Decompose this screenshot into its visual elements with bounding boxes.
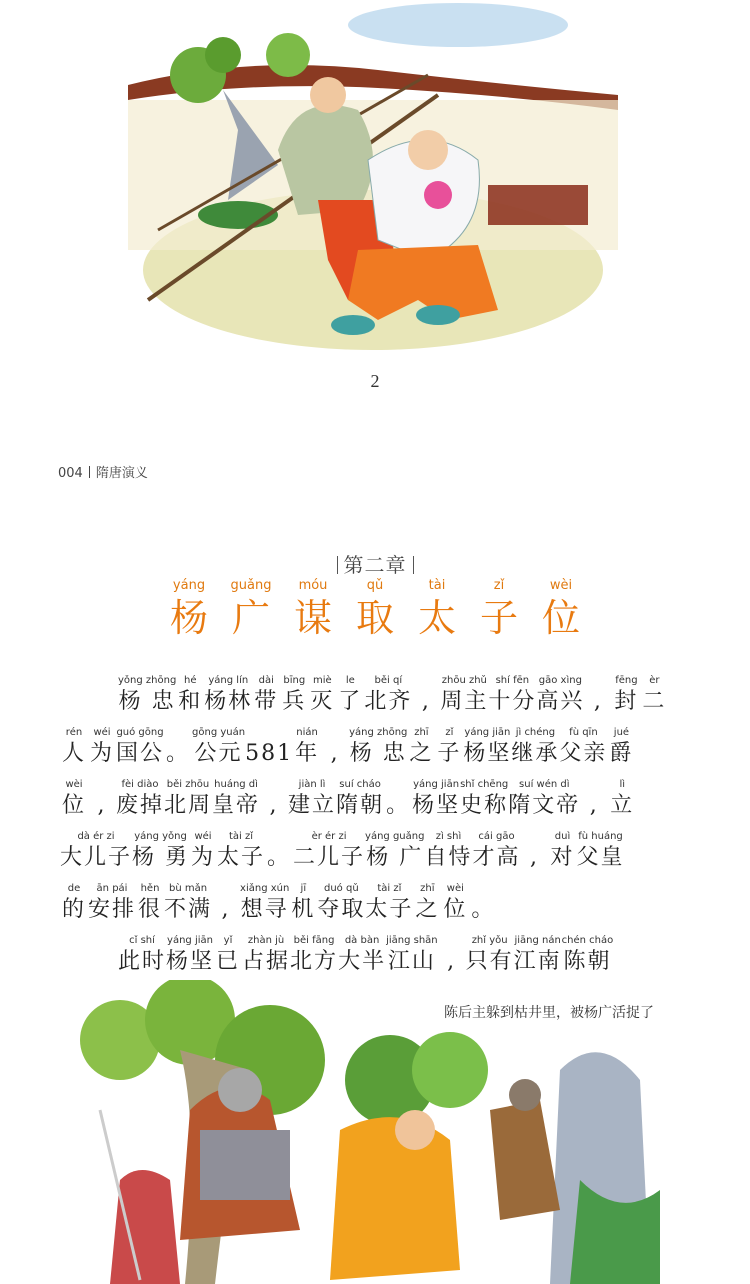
chapter-title	[0, 578, 750, 640]
text-line	[60, 820, 700, 872]
title-pinyin: qǔ	[366, 578, 384, 593]
pinyin: rén	[65, 727, 83, 738]
hanzi: 。	[267, 845, 292, 870]
hanzi: 对	[550, 845, 575, 870]
title-char	[286, 578, 340, 640]
hanzi: 杨坚	[166, 949, 215, 974]
ruby-word	[559, 726, 607, 768]
hanzi: 夺取	[317, 897, 366, 922]
pinyin: tài zǐ	[229, 831, 254, 842]
hanzi: ,	[593, 689, 603, 714]
hanzi: ,	[421, 689, 431, 714]
ruby-word	[413, 882, 441, 924]
hanzi: ,	[447, 949, 457, 974]
pinyin: dà bàn	[344, 935, 380, 946]
ruby-word	[514, 934, 562, 976]
hanzi: 周主	[440, 689, 489, 714]
ruby-word	[289, 882, 317, 924]
hanzi: 公元	[194, 741, 243, 766]
hanzi: 。	[386, 793, 411, 818]
ruby-word	[260, 778, 288, 820]
title-hanzi: 谋	[293, 596, 332, 640]
title-char	[472, 578, 526, 640]
title-char	[224, 578, 278, 640]
pinyin: wéi	[194, 831, 212, 842]
hanzi: 杨 忠	[349, 741, 407, 766]
title-pinyin: tài	[428, 578, 446, 593]
pinyin: dà ér zi	[77, 831, 115, 842]
hanzi: 之	[415, 897, 440, 922]
hanzi: 为	[89, 741, 114, 766]
ruby-word	[60, 726, 88, 768]
title-hanzi: 位	[541, 596, 580, 640]
ruby-word	[488, 674, 536, 716]
ruby-word	[240, 882, 289, 924]
running-head-book: 隋唐演义	[95, 466, 148, 481]
hanzi: 不满	[164, 897, 213, 922]
hanzi: 想寻	[240, 897, 289, 922]
pinyin: zhī	[414, 727, 429, 738]
hanzi: 和	[178, 689, 203, 714]
hanzi: ,	[589, 793, 599, 818]
title-char	[534, 578, 588, 640]
ruby-word	[521, 830, 549, 872]
hanzi: 二儿子	[293, 845, 366, 870]
text-line	[60, 716, 700, 768]
pinyin: zhī	[420, 883, 435, 894]
running-head-page: 004	[58, 466, 83, 481]
ruby-word	[217, 830, 265, 872]
ruby-word	[336, 674, 364, 716]
hanzi: ,	[330, 741, 340, 766]
ruby-word	[511, 726, 559, 768]
ruby-word	[164, 726, 192, 768]
ruby-word	[577, 830, 625, 872]
hanzi: ,	[221, 897, 231, 922]
ruby-word	[608, 778, 636, 820]
ruby-word	[365, 830, 424, 872]
hanzi: 安排	[88, 897, 137, 922]
pinyin: fèi diào	[121, 779, 159, 790]
pinyin: yáng jiān	[167, 935, 213, 946]
title-hanzi: 太	[417, 596, 456, 640]
illustration-capture	[60, 980, 690, 1284]
ruby-word	[336, 778, 384, 820]
pinyin: guó gōng	[116, 727, 164, 738]
ruby-word	[612, 674, 640, 716]
title-hanzi: 取	[355, 596, 394, 640]
hanzi: 的	[61, 897, 86, 922]
hanzi: 为	[191, 845, 216, 870]
pinyin: jiāng shān	[386, 935, 438, 946]
ruby-word	[288, 778, 336, 820]
text-line	[60, 924, 700, 976]
title-char	[348, 578, 402, 640]
ruby-word	[584, 674, 612, 716]
hanzi: 爵	[609, 741, 634, 766]
pinyin: jiāng nán	[514, 935, 561, 946]
ruby-word	[116, 726, 164, 768]
chapter-text: 第二章	[343, 553, 407, 577]
pinyin: miè	[312, 675, 332, 686]
title-pinyin: guǎng	[230, 578, 272, 593]
ruby-word	[364, 674, 412, 716]
text-line	[60, 768, 700, 820]
hanzi: 机	[291, 897, 316, 922]
pinyin: běi qí	[374, 675, 403, 686]
ruby-word	[412, 778, 460, 820]
hanzi: 杨坚	[463, 741, 512, 766]
pinyin: bù mǎn	[168, 883, 208, 894]
pinyin: zhōu zhǔ	[441, 675, 487, 686]
hanzi: 位	[443, 897, 468, 922]
hanzi: 只有	[465, 949, 514, 974]
ruby-word	[460, 778, 508, 820]
pinyin: zǐ	[445, 727, 454, 738]
ruby-word	[166, 934, 214, 976]
pinyin: duì	[554, 831, 571, 842]
pinyin: zhǐ yǒu	[471, 935, 508, 946]
hanzi: 杨林	[204, 689, 253, 714]
pinyin: yáng guǎng	[365, 831, 425, 842]
illustration-sparring	[128, 0, 618, 360]
hanzi: 皇帝	[212, 793, 261, 818]
ruby-word	[412, 674, 440, 716]
pinyin: wèi	[446, 883, 464, 894]
ruby-word	[136, 882, 164, 924]
title-hanzi: 杨	[169, 596, 208, 640]
ruby-word	[317, 882, 365, 924]
ruby-word	[192, 726, 245, 768]
hanzi: 。	[471, 897, 496, 922]
hanzi: 之	[409, 741, 434, 766]
ruby-word	[435, 726, 463, 768]
hanzi: 江山	[387, 949, 436, 974]
ruby-word	[536, 674, 584, 716]
hanzi: 年	[295, 741, 320, 766]
hanzi: 父亲	[559, 741, 608, 766]
hanzi: 已	[216, 949, 241, 974]
pinyin: suí wén dì	[519, 779, 570, 790]
hanzi: ,	[530, 845, 539, 870]
pinyin: jué	[613, 727, 630, 738]
ruby-word	[469, 882, 497, 924]
pinyin: suí cháo	[339, 779, 381, 790]
title-pinyin: yáng	[172, 578, 206, 593]
pinyin: gōng yuán	[192, 727, 246, 738]
pinyin: bīng	[283, 675, 306, 686]
ruby-word	[204, 674, 252, 716]
pinyin: jì chéng	[515, 727, 556, 738]
ruby-word	[242, 934, 290, 976]
pinyin: èr ér zi	[311, 831, 347, 842]
hanzi: 建立	[288, 793, 337, 818]
pinyin: yǒng zhōng	[118, 675, 177, 686]
ruby-word	[164, 882, 212, 924]
ruby-word	[214, 934, 242, 976]
ruby-word	[640, 674, 668, 716]
pinyin: yáng jiān	[413, 779, 460, 790]
pinyin: shí fēn	[495, 675, 530, 686]
hanzi: 隋文帝	[508, 793, 581, 818]
ruby-word	[293, 726, 321, 768]
hanzi: ,	[97, 793, 107, 818]
chapter-bar-left	[337, 556, 338, 574]
hanzi: 灭	[310, 689, 335, 714]
hanzi: 杨 勇	[132, 845, 190, 870]
hanzi: 了	[338, 689, 363, 714]
pinyin: xiǎng xún	[240, 883, 290, 894]
ruby-word	[424, 830, 472, 872]
ruby-word	[365, 882, 413, 924]
hanzi: 此时	[118, 949, 167, 974]
hanzi: 陈朝	[563, 949, 612, 974]
ruby-word	[88, 882, 136, 924]
ruby-word	[164, 778, 212, 820]
text-line	[60, 664, 700, 716]
pinyin: jī	[300, 883, 307, 894]
pinyin: běi fāng	[293, 935, 335, 946]
pinyin: ān pái	[96, 883, 128, 894]
hanzi: 太子	[365, 897, 414, 922]
ruby-word	[252, 674, 280, 716]
running-head	[58, 462, 148, 481]
hanzi: 人	[61, 741, 86, 766]
ruby-word	[132, 830, 189, 872]
ruby-word	[441, 882, 469, 924]
pinyin: shǐ chēng	[460, 779, 509, 790]
ruby-word	[440, 674, 488, 716]
ruby-word	[349, 726, 407, 768]
pinyin: huáng dì	[214, 779, 258, 790]
ruby-word	[384, 778, 412, 820]
hanzi: 隋朝	[336, 793, 385, 818]
ruby-word	[212, 778, 260, 820]
title-hanzi: 广	[231, 596, 270, 640]
page-number: 2	[370, 371, 380, 391]
hanzi: 北齐	[364, 689, 413, 714]
hanzi: 杨坚	[412, 793, 461, 818]
pinyin: zì shì	[435, 831, 462, 842]
hanzi: 位	[61, 793, 86, 818]
ruby-word	[116, 778, 164, 820]
pinyin: le	[345, 675, 355, 686]
ruby-word	[176, 674, 204, 716]
ruby-word	[562, 934, 614, 976]
pinyin: cǐ shí	[129, 935, 155, 946]
hanzi: 杨 广	[366, 845, 424, 870]
ruby-word	[549, 830, 577, 872]
ruby-word	[280, 674, 308, 716]
pinyin: chén cháo	[561, 935, 614, 946]
ruby-word	[472, 830, 520, 872]
hanzi: 立	[610, 793, 635, 818]
ruby-word	[338, 934, 386, 976]
ruby-word	[407, 726, 435, 768]
ruby-word	[308, 674, 336, 716]
hanzi: 581	[245, 741, 294, 766]
hanzi: 才高	[472, 845, 521, 870]
hanzi: 。	[166, 741, 191, 766]
pinyin: jiàn lì	[298, 779, 326, 790]
running-head-divider	[89, 466, 90, 478]
pinyin: yǐ	[223, 935, 233, 946]
pinyin: fù qīn	[569, 727, 598, 738]
title-hanzi: 子	[479, 596, 518, 640]
ruby-word	[118, 934, 166, 976]
title-char	[162, 578, 216, 640]
hanzi: 二	[642, 689, 667, 714]
pinyin: tài zǐ	[377, 883, 402, 894]
hanzi: 子	[437, 741, 462, 766]
hanzi: 废掉	[116, 793, 165, 818]
ruby-word	[212, 882, 240, 924]
title-pinyin: móu	[298, 578, 328, 593]
illustration-caption: 陈后主躲到枯井里，被杨广活捉了	[440, 1000, 658, 1024]
pinyin: fù huáng	[578, 831, 623, 842]
pinyin: wèi	[65, 779, 83, 790]
pinyin: de	[67, 883, 81, 894]
ruby-word	[438, 934, 466, 976]
title-pinyin: zǐ	[493, 578, 505, 593]
chapter-bar-right	[413, 556, 414, 574]
ruby-word	[60, 778, 88, 820]
hanzi: 大儿子	[60, 845, 133, 870]
ruby-word	[463, 726, 511, 768]
pinyin: zhàn jù	[247, 935, 285, 946]
pinyin: cái gāo	[478, 831, 515, 842]
ruby-word	[466, 934, 514, 976]
hanzi: 很	[138, 897, 163, 922]
ruby-word	[189, 830, 217, 872]
pinyin: yáng lín	[208, 675, 249, 686]
hanzi: ,	[269, 793, 279, 818]
hanzi: 兵	[282, 689, 307, 714]
ruby-word	[245, 726, 293, 768]
hanzi: 北周	[164, 793, 213, 818]
pinyin: gāo xìng	[538, 675, 582, 686]
pinyin: yáng jiān	[464, 727, 511, 738]
hanzi: 太子	[217, 845, 266, 870]
hanzi: 继承	[511, 741, 560, 766]
ruby-word	[118, 674, 176, 716]
pinyin: yáng yǒng	[134, 831, 187, 842]
ruby-word	[508, 778, 580, 820]
title-pinyin: wèi	[549, 578, 573, 593]
pinyin: duó qǔ	[324, 883, 359, 894]
title-char	[410, 578, 464, 640]
pinyin: lì	[619, 779, 626, 790]
pinyin: běi zhōu	[166, 779, 210, 790]
ruby-word	[88, 726, 116, 768]
hanzi: 封	[614, 689, 639, 714]
hanzi: 史称	[460, 793, 509, 818]
pinyin: dài	[258, 675, 274, 686]
hanzi: 父皇	[576, 845, 625, 870]
chapter-label	[0, 549, 750, 578]
pinyin: hěn	[140, 883, 160, 894]
pinyin: yáng zhōng	[349, 727, 408, 738]
hanzi: 高兴	[536, 689, 585, 714]
ruby-word	[265, 830, 293, 872]
pinyin: fēng	[615, 675, 638, 686]
ruby-word	[607, 726, 635, 768]
hanzi: 占据	[242, 949, 291, 974]
ruby-word	[580, 778, 608, 820]
pinyin: wéi	[93, 727, 111, 738]
hanzi: 江南	[513, 949, 562, 974]
pinyin: èr	[649, 675, 660, 686]
hanzi: 自恃	[424, 845, 473, 870]
ruby-word	[293, 830, 365, 872]
pinyin: nián	[296, 727, 318, 738]
hanzi: 国公	[116, 741, 165, 766]
pinyin: hé	[184, 675, 197, 686]
ruby-word	[321, 726, 349, 768]
hanzi: 十分	[488, 689, 537, 714]
body-text	[60, 664, 700, 976]
hanzi: 杨 忠	[118, 689, 176, 714]
ruby-word	[60, 882, 88, 924]
hanzi: 北方	[290, 949, 339, 974]
ruby-word	[290, 934, 338, 976]
text-line	[60, 872, 700, 924]
hanzi: 大半	[338, 949, 387, 974]
ruby-word	[88, 778, 116, 820]
ruby-word	[386, 934, 438, 976]
hanzi: 带	[254, 689, 279, 714]
ruby-word	[60, 830, 132, 872]
